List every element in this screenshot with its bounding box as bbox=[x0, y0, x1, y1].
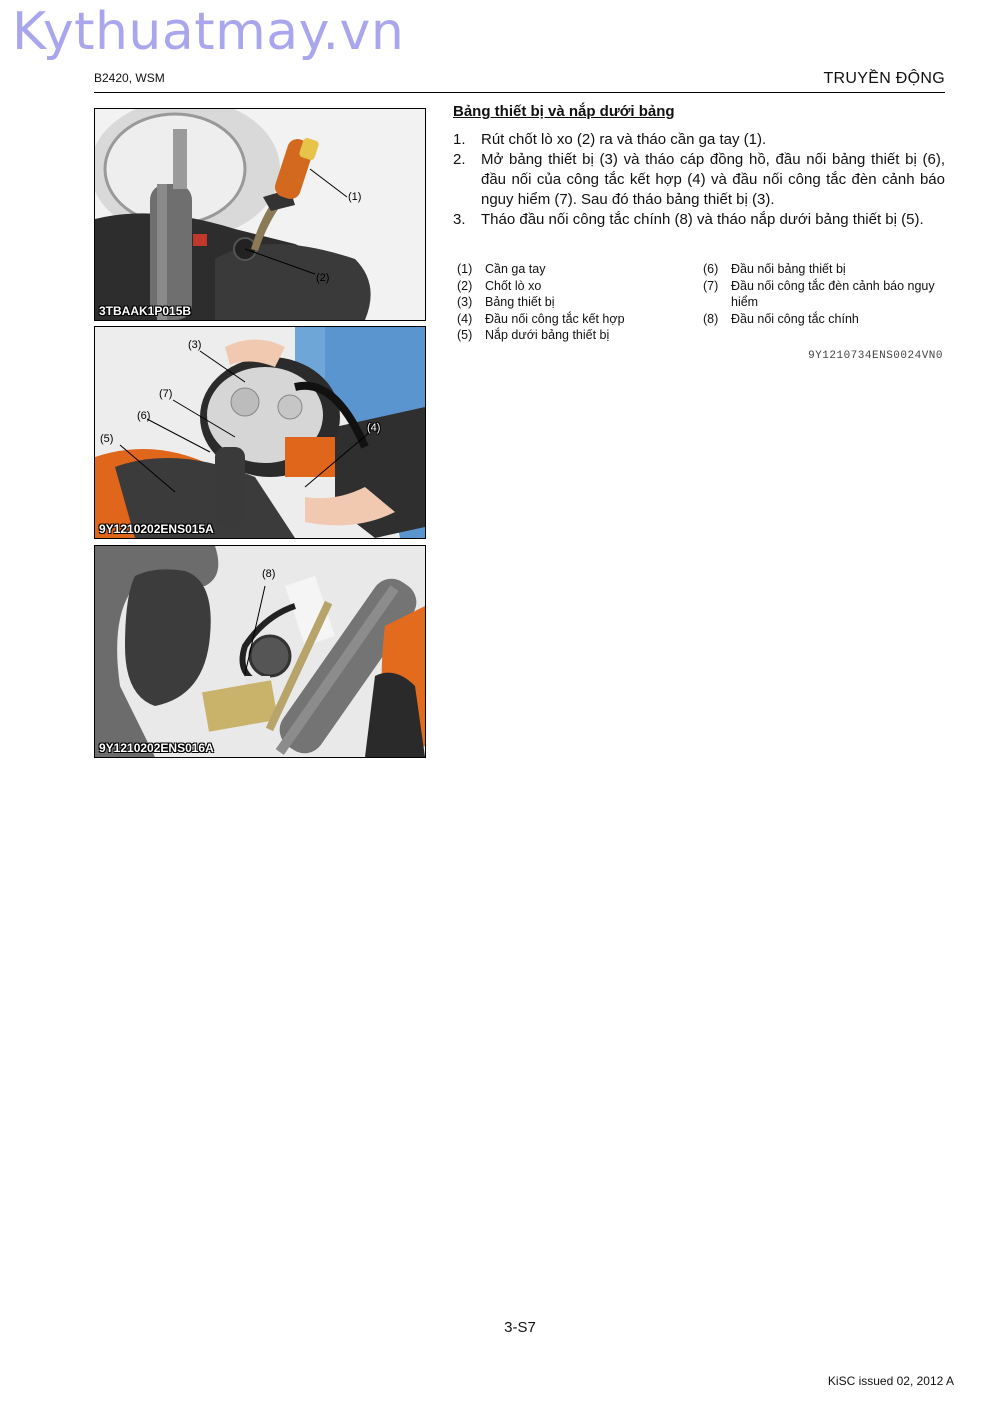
footer-issue: KiSC issued 02, 2012 A bbox=[827, 1374, 954, 1388]
legend-item: (8) Đầu nối công tắc chính bbox=[703, 311, 859, 326]
callout-3: (3) bbox=[188, 339, 202, 351]
header-chapter-title: TRUYỀN ĐỘNG bbox=[823, 70, 945, 87]
legend-item: (3) Bảng thiết bị bbox=[457, 295, 555, 309]
callout-1: (1) bbox=[348, 191, 362, 203]
legend-item: (5) Nắp dưới bảng thiết bị bbox=[457, 328, 610, 342]
photo-main-switch bbox=[94, 545, 426, 758]
photo-code: 9Y1210202ENS016A bbox=[99, 741, 214, 755]
header-model: B2420, WSM bbox=[94, 71, 165, 85]
step-item: 3. Tháo đầu nối công tắc chính (8) và tháo nắp dưới bảng thiết bị (5). bbox=[453, 211, 924, 228]
callout-5: (5) bbox=[100, 433, 114, 445]
photo-code: 3TBAAK1P015B bbox=[99, 304, 192, 318]
photo-instrument-panel bbox=[94, 326, 426, 539]
legend-item: (7) Đầu nối công tắc đèn cảnh báo nguy hiểm bbox=[703, 278, 935, 309]
legend-item: (6) Đầu nối bảng thiết bị bbox=[703, 262, 846, 276]
section-title: Bảng thiết bị và nắp dưới bảng bbox=[453, 103, 675, 120]
callout-7: (7) bbox=[159, 388, 173, 400]
legend-right bbox=[703, 261, 948, 327]
callout-8: (8) bbox=[262, 568, 276, 580]
photo-code: 9Y1210202ENS015A bbox=[99, 522, 214, 536]
callout-2: (2) bbox=[316, 272, 330, 284]
photo-throttle-lever bbox=[94, 108, 426, 321]
step-item: 1. Rút chốt lò xo (2) ra và tháo cần ga tay (1). bbox=[453, 131, 767, 148]
legend-item: (1) Cần ga tay bbox=[457, 262, 546, 276]
legend-item: (2) Chốt lò xo bbox=[457, 278, 542, 293]
legend-left bbox=[457, 261, 687, 344]
page-number: 3-S7 bbox=[504, 1319, 536, 1336]
reference-code: 9Y1210734ENS0024VN0 bbox=[808, 350, 943, 362]
procedure-steps bbox=[453, 130, 945, 230]
callout-6: (6) bbox=[137, 410, 151, 422]
legend-item: (4) Đầu nối công tắc kết hợp bbox=[457, 311, 625, 326]
step-item: 2. Mở bảng thiết bị (3) và tháo cáp đồng hồ, đầu nối bảng thiết bị (6), đầu nối của công tắc kết hợp (4) và đầu nối công tắc đèn cảnh báo nguy hiểm (7). Sau đó tháo bảng thiết bị (3). bbox=[453, 151, 945, 208]
watermark: Kythuatmay.vn bbox=[12, 2, 405, 62]
header-divider bbox=[94, 92, 945, 93]
callout-4: (4) bbox=[367, 422, 381, 434]
